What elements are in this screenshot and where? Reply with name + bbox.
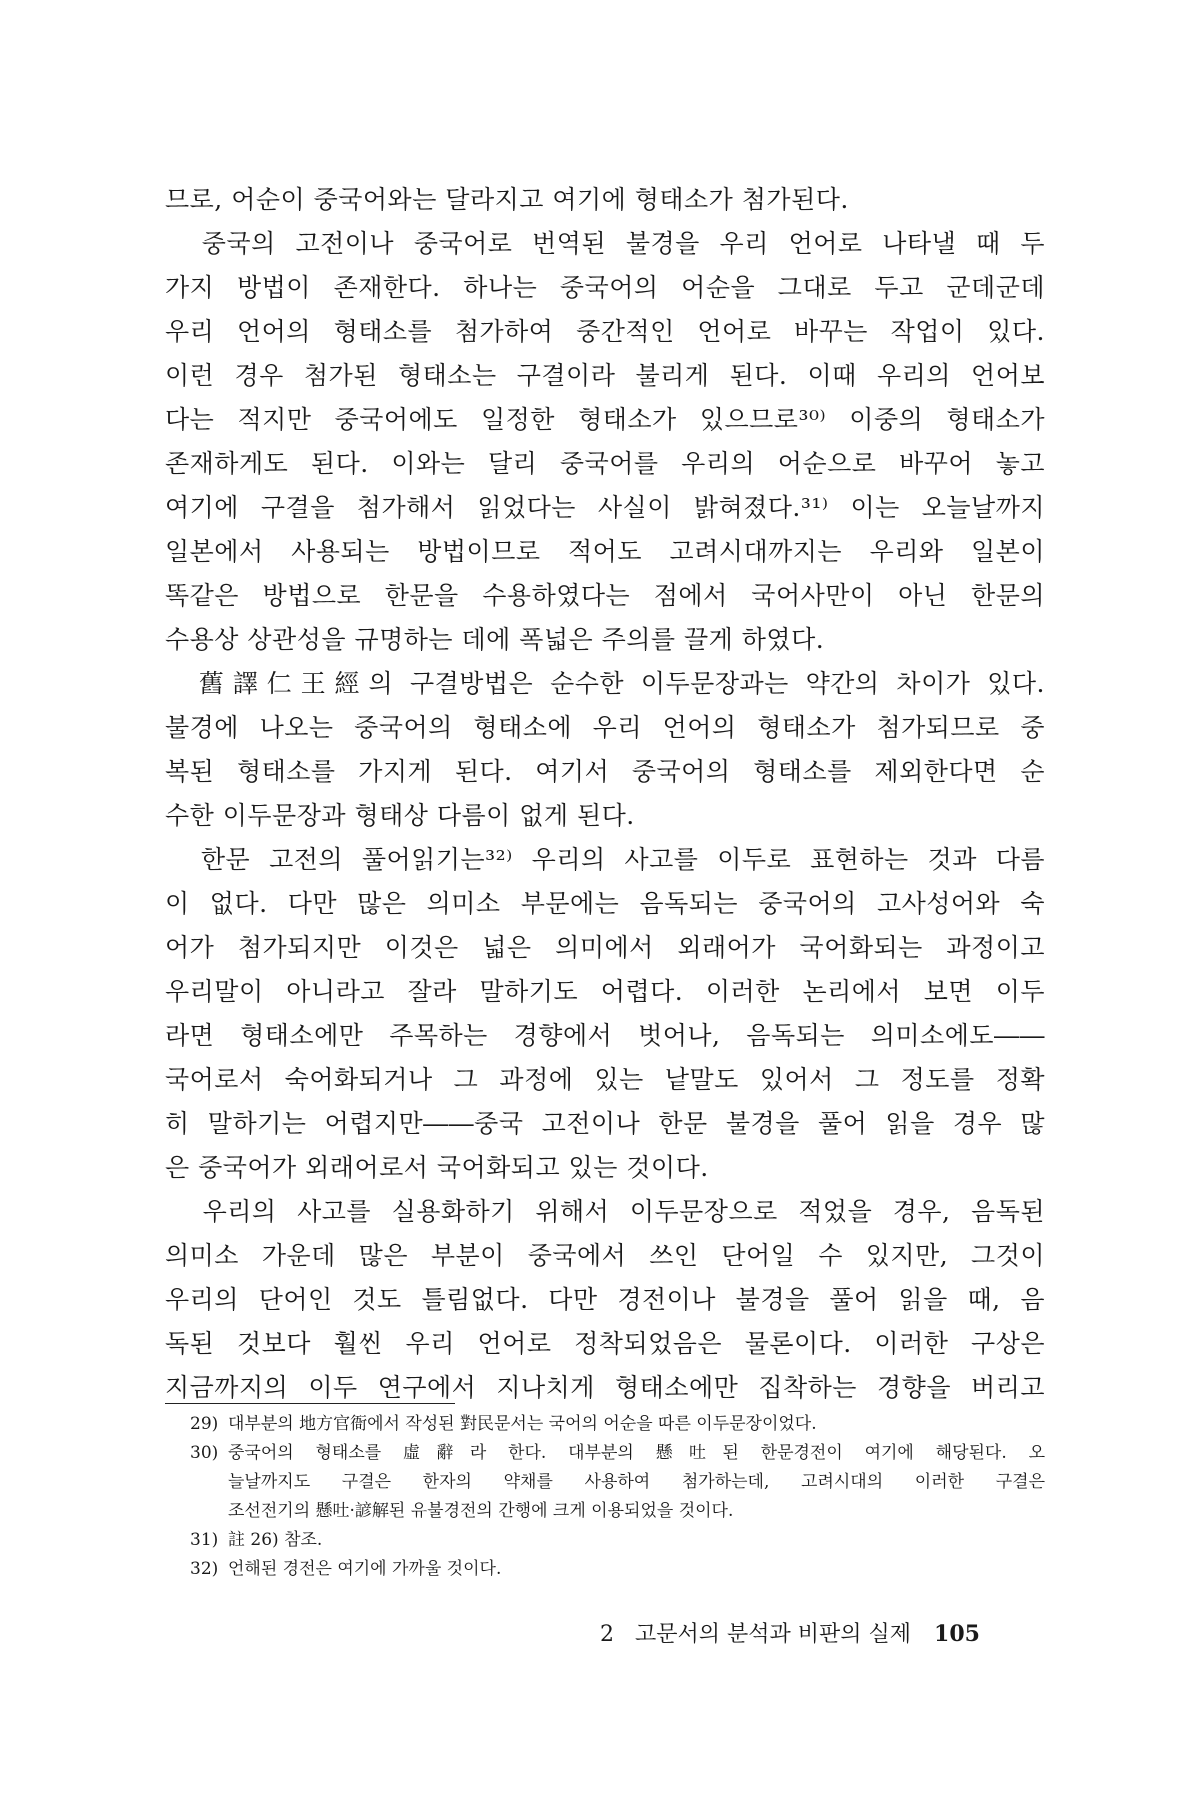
body-line: 수한 이두문장과 형태상 다름이 없게 된다. [165,801,635,830]
footnote-30 [190,1439,1045,1468]
footnote-number: 32) [190,1559,219,1579]
body-text [165,178,1045,1410]
body-line: 이 없다. 다만 많은 의미소 부문에는 음독되는 중국어의 고사성어와 숙 [165,889,1045,918]
body-line: 한문 고전의 풀어읽기는³²⁾ 우리의 사고를 이두로 표현하는 것과 다름 [165,845,1045,874]
footnote-text: 중국어의 형태소를 虛辭라 한다. 대부분의 懸吐된 한문경전이 여기에 해당된다. 오 [228,1443,1045,1463]
body-line: 존재하게도 된다. 이와는 달리 중국어를 우리의 어순으로 바꾸어 놓고 [165,449,1045,478]
body-line: 일본에서 사용되는 방법이므로 적어도 고려시대까지는 우리와 일본이 [165,537,1045,566]
body-line: 여기에 구결을 첨가해서 읽었다는 사실이 밝혀졌다.³¹⁾ 이는 오늘날까지 [165,493,1045,522]
footnote-30-continuation: 조선전기의 懸吐·諺解된 유불경전의 간행에 크게 이용되었을 것이다. [228,1501,734,1521]
footnote-text: 註 26) 참조. [228,1530,323,1550]
chapter-title: 고문서의 분석과 비판의 실제 [635,1622,912,1647]
body-line: 히 말하기는 어렵지만――중국 고전이나 한문 불경을 풀어 읽을 경우 많 [165,1109,1045,1138]
footnote-text: 언해된 경전은 여기에 가까울 것이다. [228,1559,502,1579]
footnote-32 [190,1555,1045,1584]
body-line: 우리 언어의 형태소를 첨가하여 중간적인 언어로 바꾸는 작업이 있다. [165,317,1045,346]
footnote-30-continuation: 늘날까지도 구결은 한자의 약채를 사용하여 첨가하는데, 고려시대의 이러한 구결은 [228,1472,1045,1492]
footnote-29 [190,1410,1045,1439]
page-number: 105 [934,1621,980,1647]
chapter-number: 2 [600,1622,614,1647]
footnote-number: 31) [190,1530,219,1550]
body-line: 우리의 단어인 것도 틀림없다. 다만 경전이나 불경을 풀어 읽을 때, 음 [165,1285,1045,1314]
body-line: 우리말이 아니라고 잘라 말하기도 어렵다. 이러한 논리에서 보면 이두 [165,977,1045,1006]
body-line: 국어로서 숙어화되거나 그 과정에 있는 낱말도 있어서 그 정도를 정확 [165,1065,1045,1094]
body-line: 우리의 사고를 실용화하기 위해서 이두문장으로 적었을 경우, 음독된 [165,1197,1045,1226]
body-line: 의미소 가운데 많은 부분이 중국에서 쓰인 단어일 수 있지만, 그것이 [165,1241,1045,1270]
footnote-31 [190,1526,1045,1555]
body-line: 지금까지의 이두 연구에서 지나치게 형태소에만 집착하는 경향을 버리고 [165,1373,1045,1402]
body-line: 중국의 고전이나 중국어로 번역된 불경을 우리 언어로 나타낼 때 두 [165,229,1045,258]
body-line: 가지 방법이 존재한다. 하나는 중국어의 어순을 그대로 두고 군데군데 [165,273,1045,302]
body-line: 복된 형태소를 가지게 된다. 여기서 중국어의 형태소를 제외한다면 순 [165,757,1045,786]
footnote-number: 30) [190,1443,219,1463]
body-line: 불경에 나오는 중국어의 형태소에 우리 언어의 형태소가 첨가되므로 중 [165,713,1045,742]
body-line: 수용상 상관성을 규명하는 데에 폭넓은 주의를 끌게 하였다. [165,625,825,654]
body-line: 다는 적지만 중국어에도 일정한 형태소가 있으므로³⁰⁾ 이중의 형태소가 [165,405,1045,434]
body-line: 어가 첨가되지만 이것은 넓은 의미에서 외래어가 국어화되는 과정이고 [165,933,1045,962]
footnote-divider [165,1403,455,1404]
body-line: 은 중국어가 외래어로서 국어화되고 있는 것이다. [165,1153,709,1182]
running-footer [600,1614,1020,1654]
body-line: 똑같은 방법으로 한문을 수용하였다는 점에서 국어사만이 아닌 한문의 [165,581,1045,610]
body-line: 라면 형태소에만 주목하는 경향에서 벗어나, 음독되는 의미소에도―― [165,1021,1045,1050]
footnotes [190,1410,1045,1584]
footnote-text: 대부분의 地方官衙에서 작성된 對民문서는 국어의 어순을 따른 이두문장이었다. [228,1414,817,1434]
body-line: 므로, 어순이 중국어와는 달라지고 여기에 형태소가 첨가된다. [165,185,849,214]
body-line: 舊譯仁王經의 구결방법은 순수한 이두문장과는 약간의 차이가 있다. [165,669,1045,698]
body-line: 독된 것보다 훨씬 우리 언어로 정착되었음은 물론이다. 이러한 구상은 [165,1329,1045,1358]
body-line: 이런 경우 첨가된 형태소는 구결이라 불리게 된다. 이때 우리의 언어보 [165,361,1045,390]
footnote-number: 29) [190,1414,219,1434]
